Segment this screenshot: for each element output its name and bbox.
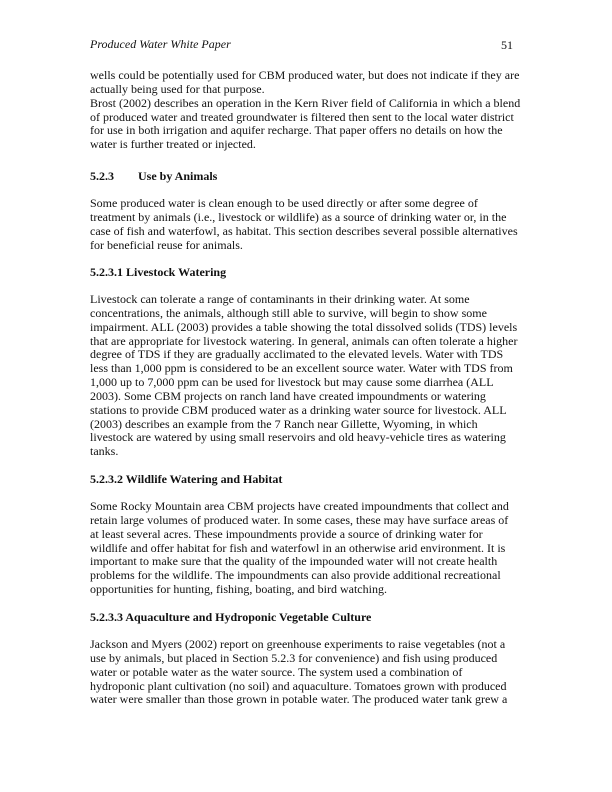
heading-wildlife-watering: 5.2.3.2 Wildlife Watering and Habitat <box>90 472 283 486</box>
section-title: Use by Animals <box>138 169 218 183</box>
paragraph-intro <box>90 69 530 152</box>
text-line: 1,000 up to 7,000 ppm can be used for livestock but may cause some diarrhea (ALL <box>90 375 494 390</box>
paragraph-animals <box>90 197 530 252</box>
text-line: less than 1,000 ppm is considered to be an excellent source water. Water with TDS from <box>90 361 513 376</box>
page-number: 51 <box>501 38 513 52</box>
text-line: at least several acres. These impoundments provide a source of drinking water for <box>90 526 483 541</box>
text-line: Livestock can tolerate a range of contaminants in their drinking water. At some <box>90 292 470 306</box>
text-line: actually being used for that purpose. <box>90 81 265 96</box>
running-header-title: Produced Water White Paper <box>90 37 231 51</box>
text-line: use by animals, but placed in Section 5.2.3 for convenience) and fish using produced <box>90 650 498 665</box>
text-line: impairment. ALL (2003) provides a table showing the total dissolved solids (TDS) levels <box>90 319 518 334</box>
text-line: important to make sure that the quality of the impounded water will not create health <box>90 554 498 569</box>
text-line: stations to provide CBM produced water as a drinking water source for livestock. ALL <box>90 402 507 417</box>
text-line: tanks. <box>90 444 119 459</box>
text-line: Some Rocky Mountain area CBM projects have created impoundments that collect and <box>90 499 509 513</box>
text-line: for beneficial reuse for animals. <box>90 237 243 252</box>
text-line: degree of TDS if they are gradually acclimated to the elevated levels. Water with TDS <box>90 347 504 362</box>
text-line: wildlife and offer habitat for fish and waterfowl in an otherwise arid environment. It is <box>90 540 506 555</box>
text-line: of produced water and treated groundwater is filtered then sent to the local water district <box>90 109 514 124</box>
text-line: Brost (2002) describes an operation in the Kern River field of California in which a blend <box>90 95 521 110</box>
text-line: water were smaller than those grown in potable water. The produced water tank grew a <box>90 692 508 707</box>
text-line: retain large volumes of produced water. In some cases, these may have surface areas of <box>90 512 509 527</box>
heading-aquaculture: 5.2.3.3 Aquaculture and Hydroponic Vegetable Culture <box>90 610 372 624</box>
text-line: case of fish and waterfowl, as habitat. This section describes several possible alternatives <box>90 223 518 238</box>
text-line: that are appropriate for livestock watering. In general, animals can often tolerate a higher <box>90 333 518 348</box>
text-line: for use in both irrigation and aquifer recharge. That paper offers no details on how the <box>90 123 503 138</box>
heading-livestock-watering: 5.2.3.1 Livestock Watering <box>90 265 227 279</box>
text-line: hydroponic plant cultivation (no soil) and aquaculture. Tomatoes grown with produced <box>90 678 507 693</box>
text-line: treatment by animals (i.e., livestock or wildlife) as a source of drinking water or, in the <box>90 209 507 224</box>
text-line: wells could be potentially used for CBM produced water, but does not indicate if they are <box>90 68 520 82</box>
text-line: Some produced water is clean enough to be used directly or after some degree of <box>90 196 478 210</box>
text-line: opportunities for hunting, fishing, boating, and bird watching. <box>90 582 387 597</box>
text-line: livestock are watered by using small reservoirs and old heavy-vehicle tires as watering <box>90 430 506 445</box>
text-line: concentrations, the animals, although still able to survive, will begin to show some <box>90 305 487 320</box>
text-line: problems for the wildlife. The impoundments can also provide additional recreational <box>90 568 501 583</box>
section-number: 5.2.3 <box>90 169 114 183</box>
text-line: water or potable water as the water source. The system used a combination of <box>90 664 463 679</box>
heading-use-by-animals <box>90 170 530 184</box>
text-line: Jackson and Myers (2002) report on greenhouse experiments to raise vegetables (not a <box>90 637 506 651</box>
text-line: water is further treated or injected. <box>90 137 256 152</box>
paragraph-aquaculture <box>90 638 530 707</box>
paragraph-livestock <box>90 293 530 459</box>
text-line: 2003). Some CBM projects on ranch land have created impoundments or watering <box>90 388 486 403</box>
paragraph-wildlife <box>90 500 530 597</box>
text-line: (2003) describes an example from the 7 Ranch near Gillette, Wyoming, in which <box>90 416 478 431</box>
